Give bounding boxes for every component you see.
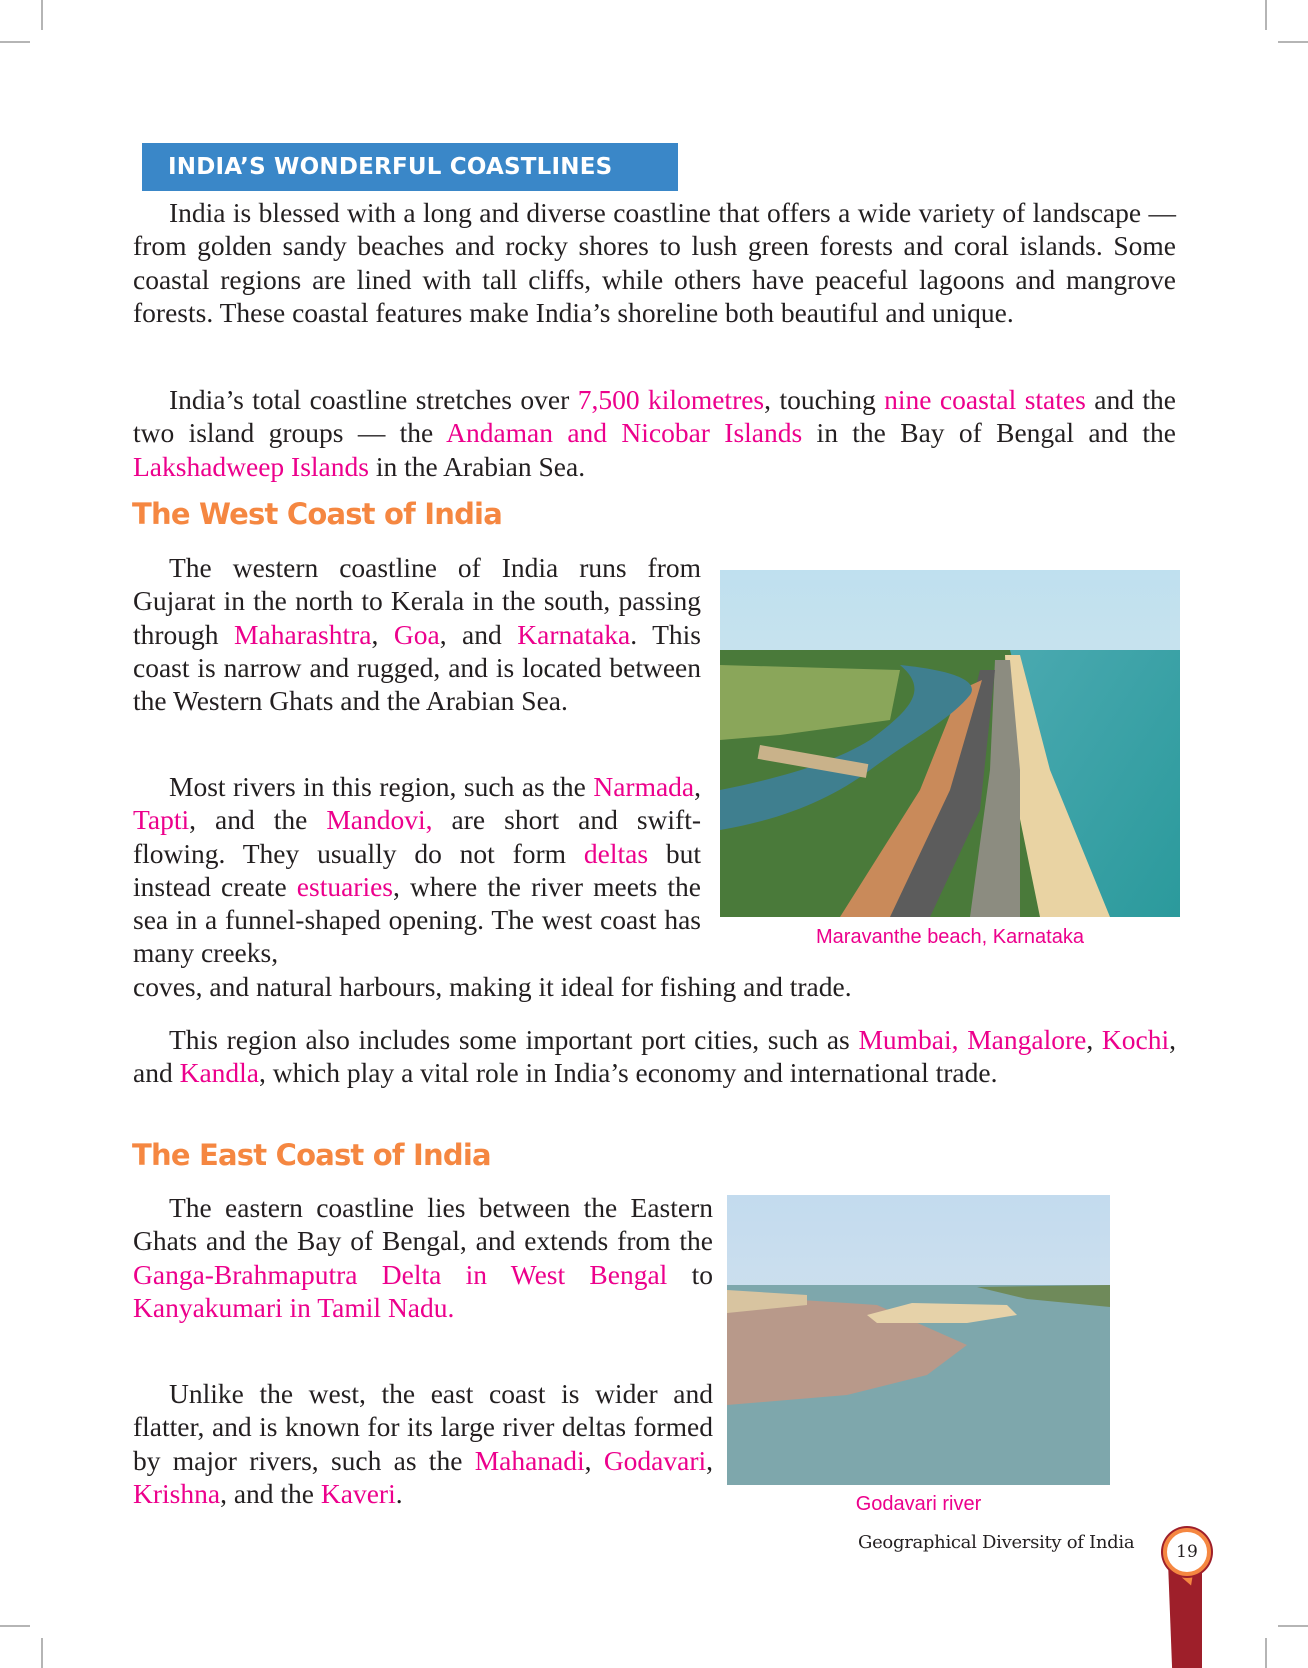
paragraph-text: , bbox=[694, 771, 701, 802]
godavari-photo-caption: Godavari river bbox=[855, 1493, 982, 1515]
paragraph-text: in the Arabian Sea. bbox=[368, 450, 586, 482]
highlight-term: Andaman and Nicobar Islands bbox=[446, 417, 803, 449]
paragraph-text: in the Bay of Bengal and the bbox=[802, 417, 1176, 449]
page-number-badge: 19 bbox=[1163, 1528, 1211, 1576]
paragraph-text: , which play a vital role in India’s economy and international trade. bbox=[259, 1057, 998, 1089]
paragraph-text: to bbox=[667, 1258, 713, 1290]
highlight-term: Tapti bbox=[133, 804, 190, 836]
highlight-term: estuaries bbox=[296, 870, 394, 902]
crop-mark bbox=[1278, 1625, 1308, 1627]
highlight-term: Mahanadi bbox=[474, 1444, 585, 1476]
crop-mark bbox=[0, 1625, 30, 1627]
intro-paragraph-1 bbox=[133, 196, 1176, 329]
highlight-term: Ganga-Brahmaputra Delta in West Bengal bbox=[133, 1258, 668, 1290]
highlight-term: deltas bbox=[583, 837, 649, 869]
highlight-term: Maharashtra bbox=[234, 618, 372, 650]
footer-chapter-title: Geographical Diversity of India bbox=[858, 1532, 1135, 1553]
highlight-term: Karnataka bbox=[517, 618, 631, 650]
west-paragraph-2 bbox=[133, 770, 701, 970]
crop-mark bbox=[41, 1638, 43, 1668]
paragraph-text: Unlike the west, the east coast is wider and flatter, and is known for its large river deltas formed by major rivers, such as the bbox=[133, 1378, 713, 1476]
paragraph-text: , and bbox=[439, 618, 518, 650]
paragraph-text: , bbox=[1086, 1024, 1102, 1055]
highlight-term: Goa bbox=[393, 618, 440, 650]
paragraph-text: , and the bbox=[220, 1477, 321, 1509]
river-landscape-image-icon bbox=[727, 1195, 1110, 1485]
paragraph-text: coves, and natural harbours, making it ideal for fishing and trade. bbox=[133, 971, 852, 1002]
paragraph-text: are short and swift-flowing. They usually do not form bbox=[133, 804, 701, 869]
paragraph-text: but instead create bbox=[133, 837, 702, 902]
paragraph-text: , and the bbox=[189, 804, 327, 836]
paragraph-text: Most rivers in this region, such as the bbox=[169, 771, 594, 802]
crop-mark bbox=[41, 0, 43, 30]
west-paragraph-3 bbox=[133, 1023, 1176, 1090]
paragraph-text: and the two island groups — the bbox=[133, 384, 1176, 449]
paragraph-text bbox=[959, 1024, 968, 1055]
godavari-river-photo bbox=[727, 1195, 1110, 1485]
paragraph-text: India’s total coastline stretches over bbox=[169, 384, 578, 415]
paragraph-text: , touching bbox=[764, 384, 885, 415]
paragraph-text: This region also includes some important port cities, such as bbox=[169, 1024, 859, 1055]
highlight-term: Mandovi, bbox=[326, 804, 433, 836]
paragraph-text: . This coast is narrow and rugged, and is located between the Western Ghats and the Arabian Sea. bbox=[133, 618, 701, 717]
crop-mark bbox=[1265, 1638, 1267, 1668]
paragraph-text: , and bbox=[133, 1024, 1176, 1089]
highlight-term: Mumbai, bbox=[858, 1024, 959, 1055]
paragraph-text: , where the river meets the sea in a funnel-shaped opening. The west coast has many creeks, bbox=[133, 870, 701, 969]
highlight-term: nine coastal states bbox=[884, 384, 1086, 415]
paragraph-text: India is blessed with a long and diverse coastline that offers a wide variety of landscape — from golden sandy beaches and rocky shores to lush green forests and coral islands. Some coastal regions are lined with tall cliffs, while others have peaceful lagoons and mangrove forests. These coastal features make India’s shoreline both beautiful and unique. bbox=[133, 197, 1176, 328]
east-coast-heading: The East Coast of India bbox=[132, 1138, 491, 1172]
section-banner: INDIA’S WONDERFUL COASTLINES bbox=[142, 143, 678, 191]
highlight-term: Mangalore bbox=[967, 1024, 1087, 1055]
paragraph-text: . bbox=[395, 1477, 403, 1509]
aerial-coast-image-icon bbox=[720, 570, 1180, 917]
paragraph-text: The eastern coastline lies between the Eastern Ghats and the Bay of Bengal, and extends from the bbox=[133, 1192, 713, 1257]
paragraph-text: , bbox=[371, 618, 394, 650]
west-paragraph-2-continued bbox=[133, 970, 1176, 1003]
west-coast-heading: The West Coast of India bbox=[132, 497, 502, 531]
crop-mark bbox=[0, 41, 30, 43]
highlight-term: Kandla bbox=[179, 1057, 260, 1089]
highlight-term: Kanyakumari in Tamil Nadu. bbox=[133, 1291, 455, 1323]
highlight-term: Kochi bbox=[1101, 1024, 1170, 1055]
east-paragraph-2 bbox=[133, 1377, 713, 1510]
maravanthe-photo-caption: Maravanthe beach, Karnataka bbox=[816, 926, 1084, 948]
highlight-term: 7,500 kilometres bbox=[577, 384, 765, 415]
paragraph-text: The western coastline of India runs from Gujarat in the north to Kerala in the south, passing through bbox=[133, 552, 701, 650]
crop-mark bbox=[1278, 41, 1308, 43]
highlight-term: Krishna bbox=[133, 1477, 221, 1509]
paragraph-text: , bbox=[584, 1444, 604, 1476]
west-paragraph-1 bbox=[133, 551, 701, 717]
maravanthe-beach-photo bbox=[720, 570, 1180, 917]
intro-paragraph-2 bbox=[133, 383, 1176, 483]
highlight-term: Narmada bbox=[593, 771, 695, 802]
highlight-term: Kaveri bbox=[320, 1477, 396, 1509]
paragraph-text: , bbox=[706, 1444, 714, 1476]
highlight-term: Lakshadweep Islands bbox=[133, 450, 369, 482]
highlight-term: Godavari bbox=[603, 1444, 707, 1476]
crop-mark bbox=[1265, 0, 1267, 30]
east-paragraph-1 bbox=[133, 1191, 713, 1324]
